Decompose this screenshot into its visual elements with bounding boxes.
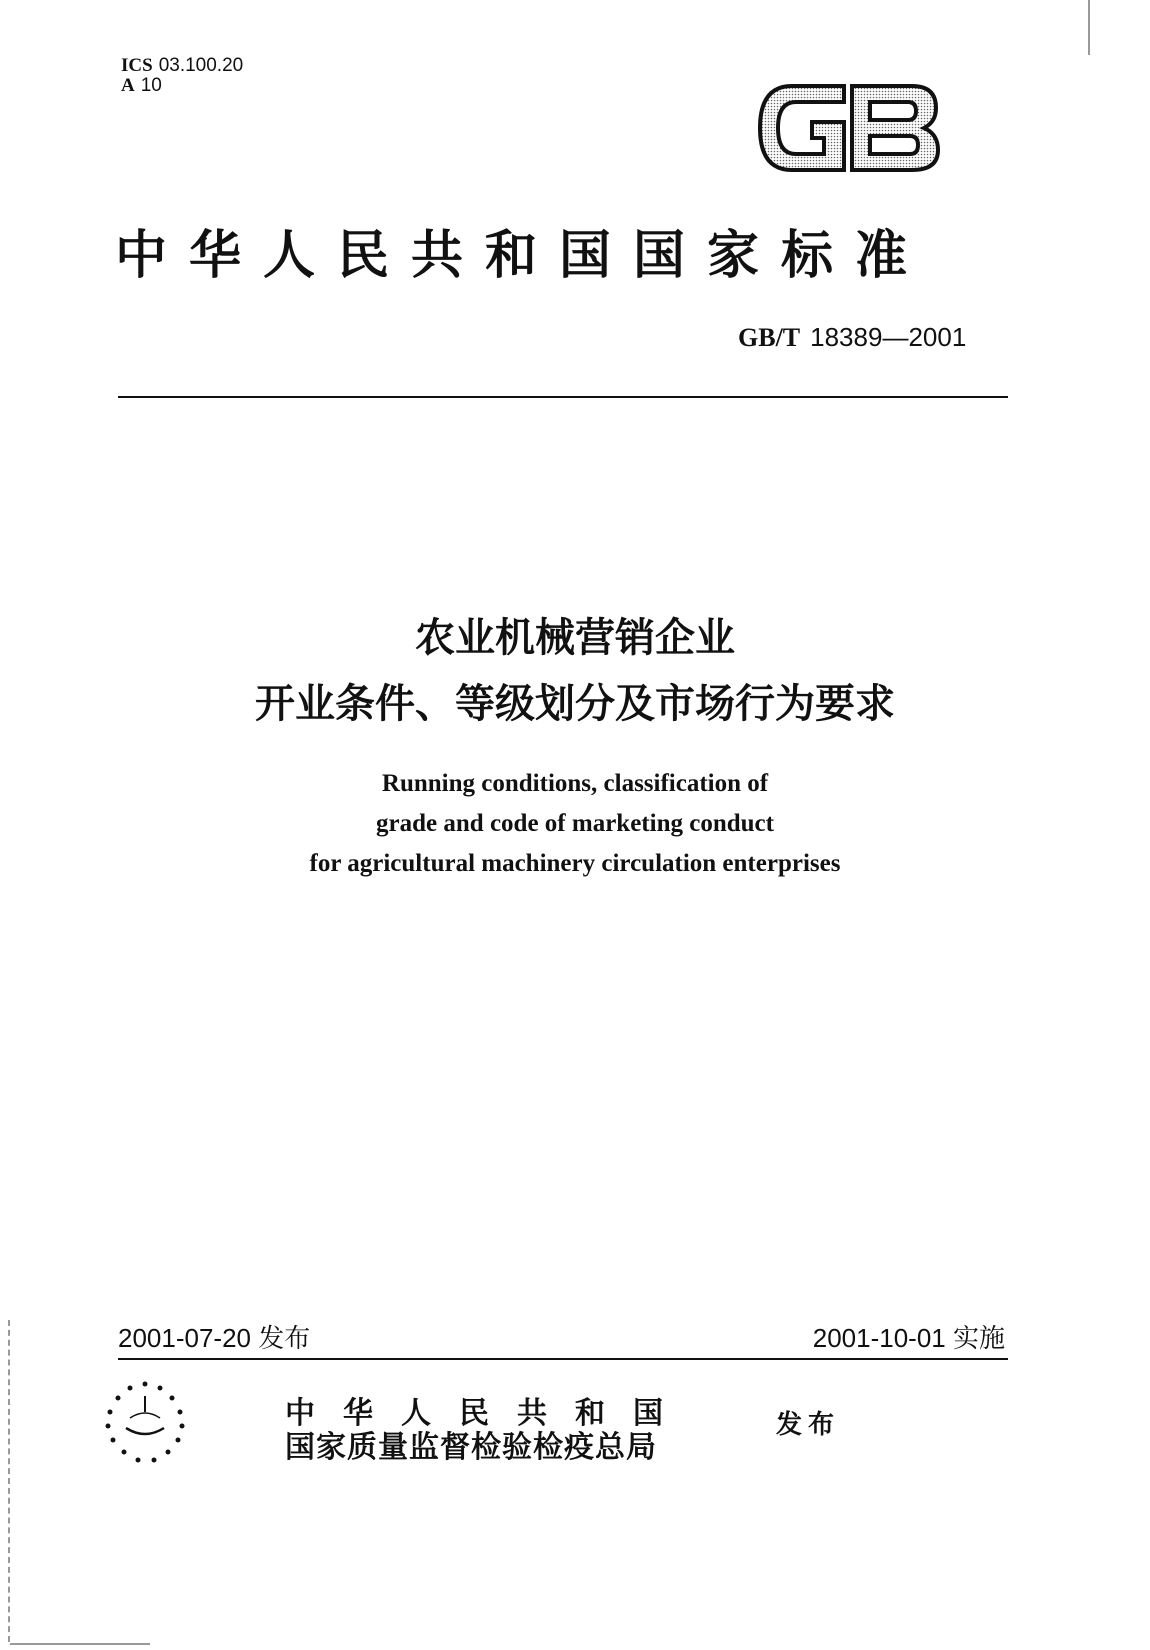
ics-code: 03.100.20 xyxy=(158,55,244,76)
ccs-code-line xyxy=(121,76,243,96)
national-standard-heading: 中华人民共和国国家标准 xyxy=(115,225,930,286)
standard-prefix: GB/T xyxy=(738,323,801,352)
chinese-title-line-1: 农业机械营销企业 xyxy=(415,615,735,661)
ccs-label: A xyxy=(121,75,135,96)
ics-label: ICS xyxy=(121,55,153,76)
issued-label: 发布 xyxy=(776,1410,841,1440)
english-title-line-1: Running conditions, classification of xyxy=(381,770,769,797)
issuer-line-2: 国家质量监督检验检疫总局 xyxy=(285,1430,657,1465)
publish-date: 2001-07-20 发布 xyxy=(118,1323,311,1353)
gb-logo-icon xyxy=(752,78,942,178)
footer-divider xyxy=(118,1358,1008,1360)
english-title-line-2: grade and code of marketing conduct xyxy=(376,810,774,837)
scan-crop-mark-left xyxy=(8,1320,12,1642)
scan-crop-mark-top-right xyxy=(1088,0,1092,55)
chinese-title-line-2: 开业条件、等级划分及市场行为要求 xyxy=(255,681,895,727)
standard-number xyxy=(738,322,966,353)
scan-crop-mark-bottom xyxy=(10,1643,150,1646)
standard-code: 18389—2001 xyxy=(810,322,967,352)
header-divider xyxy=(118,396,1008,398)
ics-code-line xyxy=(121,56,243,76)
classification-codes xyxy=(121,56,243,96)
english-title-line-3: for agricultural machinery circulation enterprises xyxy=(309,850,841,877)
issuer-line-1: 中华人民共和国 xyxy=(285,1396,691,1431)
ccs-code: 10 xyxy=(140,75,162,96)
implement-date: 2001-10-01 实施 xyxy=(812,1323,1005,1353)
agency-emblem-icon xyxy=(100,1378,190,1468)
